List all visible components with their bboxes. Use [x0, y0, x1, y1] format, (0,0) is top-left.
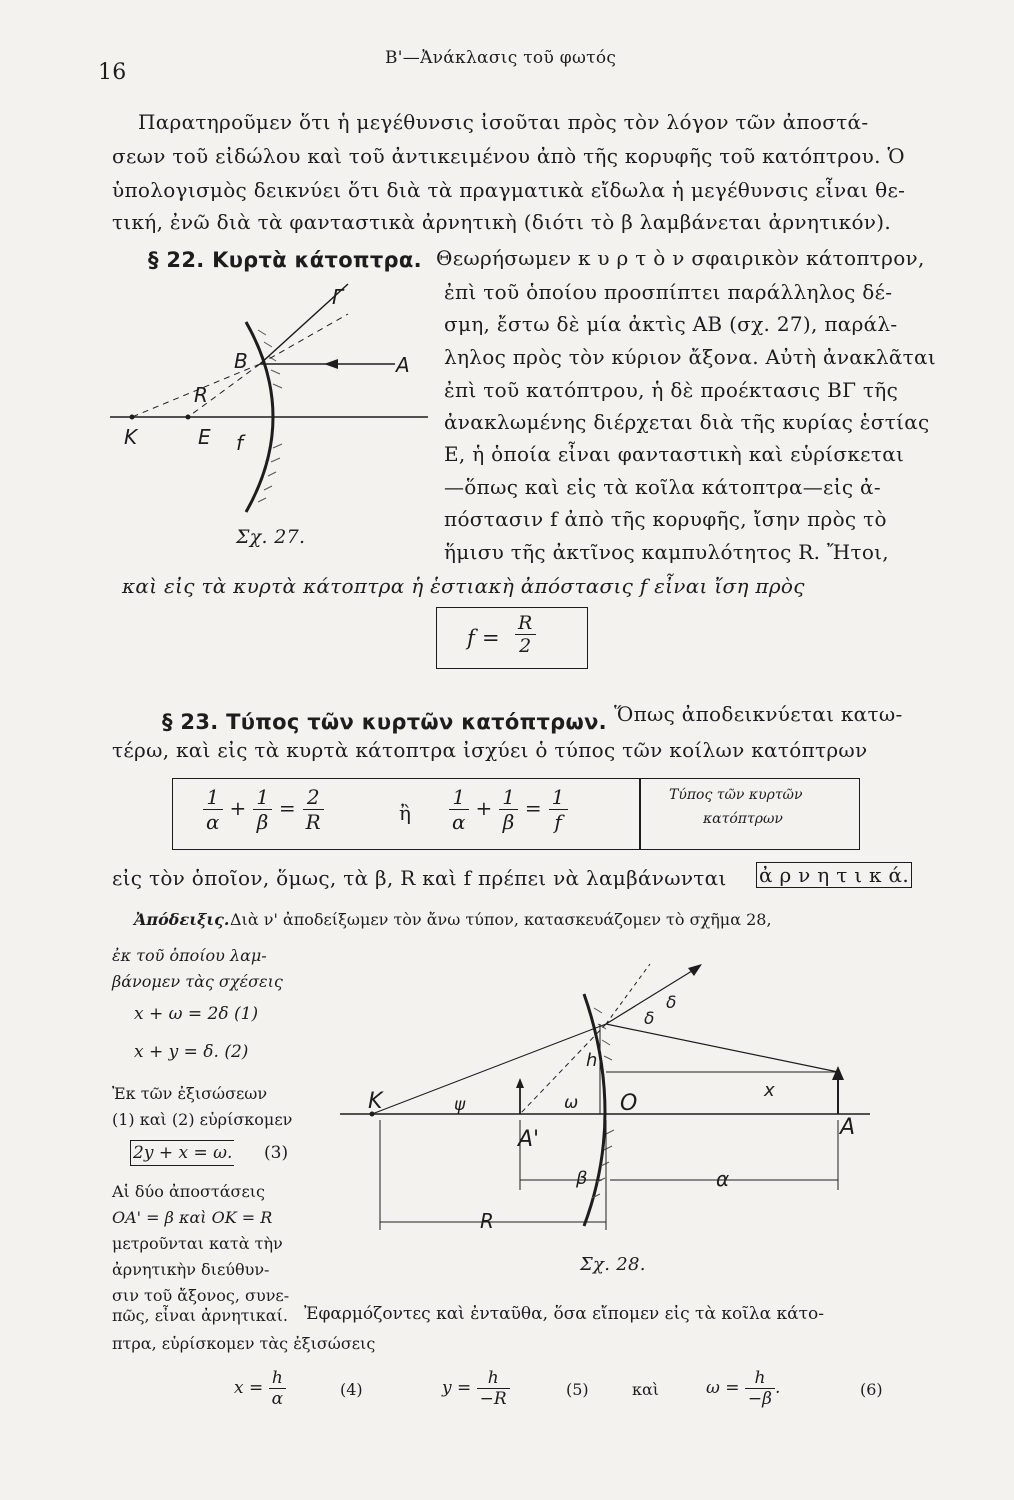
text-line: Αἱ δύο ἀποστάσεις: [112, 1182, 265, 1201]
text-line: εἰς τὸν ὁποῖον, ὅμως, τὰ β, R καὶ f πρέπει νὰ λαμβάνωνται: [112, 866, 727, 890]
section-23-first-line: Ὅπως ἀποδεικνύεται κατω-: [614, 702, 903, 726]
figure-27: [110, 280, 440, 540]
formula-lhs: f =: [467, 626, 500, 650]
label-f: f: [236, 431, 244, 455]
ray-arrow: [324, 359, 338, 369]
center-point: [130, 415, 135, 420]
text-line: Ε, ἡ ὁποία εἶναι φανταστικὴ καὶ εὑρίσκεται: [444, 442, 905, 466]
formula-den: 2: [519, 635, 532, 657]
text-line: πῶς, εἶναι ἀρνητικαί.: [112, 1306, 288, 1325]
text-line: σεων τοῦ εἰδώλου καὶ τοῦ ἀντικειμένου ἀπὸ τῆς κορυφῆς τοῦ κατόπτρου. Ὁ: [112, 144, 905, 168]
label-r: R: [194, 383, 208, 407]
object-arrowhead: [832, 1066, 844, 1080]
text-line: ἐπὶ τοῦ κατόπτρου, ἡ δὲ προέκτασις ΒΓ τῆς: [444, 378, 899, 402]
focus-point: [186, 415, 191, 420]
text-line: Ἐφαρμόζοντες καὶ ἐνταῦθα, ὅσα εἴπομεν εἰς τὰ κοῖλα κάτο-: [304, 1304, 825, 1324]
text-line: μετροῦνται κατὰ τὴν: [112, 1234, 283, 1253]
kai-word: καὶ: [632, 1380, 660, 1399]
page-number: 16: [98, 60, 127, 85]
text-line: σιν τοῦ ἄξονος, συνε-: [112, 1286, 290, 1305]
equation-4: x = $\frac{h}{\alpha}$: [234, 1368, 286, 1409]
equation-3-number: (3): [264, 1143, 289, 1163]
text-line: ὑπολογισμὸς δεικνύει ὅτι διὰ τὰ πραγματικὰ εἴδωλα ἡ μεγέθυνσις εἶναι θε-: [112, 178, 906, 202]
text-line: ἀρνητικὴν διεύθυν-: [112, 1260, 270, 1279]
mirror-formula-box: [172, 778, 860, 850]
label-gamma: Γ: [332, 285, 344, 309]
formula-num: R: [515, 612, 536, 635]
formula-left: $\frac{1}{\alpha}$ + $\frac{1}{\beta}$ = $\frac{2}{R}$: [203, 785, 324, 834]
text-line: τέρω, καὶ εἰς τὰ κυρτὰ κάτοπτρα ἰσχύει ὁ τύπος τῶν κοίλων κατόπτρων: [112, 738, 868, 762]
text-line: ἐπὶ τοῦ ὁποίου προσπίπτει παράλληλος δέ-: [444, 280, 893, 304]
text-line: τική, ἐνῶ διὰ τὰ φανταστικὰ ἀρνητικὴ (διότι τὸ β λαμβάνεται ἀρνητικόν).: [112, 210, 892, 234]
formula-label-2: κατόπτρων: [703, 811, 783, 827]
label-k: K: [368, 1089, 383, 1114]
equation-2: x + y = δ. (2): [134, 1042, 249, 1062]
text-line: OA' = β καὶ OK = R: [112, 1208, 273, 1227]
text-line: (1) καὶ (2) εὑρίσκομεν: [112, 1110, 293, 1129]
equation-4-number: (4): [340, 1380, 363, 1399]
text-line: πτρα, εὑρίσκομεν τὰς ἐξισώσεις: [112, 1334, 376, 1353]
label-delta-1: δ: [666, 993, 677, 1013]
equation-6: ω = $\frac{h}{-\beta}$ .: [706, 1368, 781, 1409]
text-line: —ὅπως καὶ εἰς τὰ κοῖλα κάτοπτρα—εἰς ἀ-: [444, 475, 881, 499]
proof-head: Ἀπόδειξις.: [134, 910, 230, 929]
label-delta-2: δ: [644, 1009, 655, 1029]
section-22-heading: § 22. Κυρτὰ κάτοπτρα.: [148, 248, 422, 272]
label-a-prime: A': [518, 1127, 540, 1152]
section-23-heading: § 23. Τύπος τῶν κυρτῶν κατόπτρων.: [162, 710, 607, 734]
label-omega: ω: [564, 1093, 579, 1113]
label-o: O: [620, 1091, 638, 1116]
text-line: ἀνακλωμένης διέρχεται διὰ τῆς κυρίας ἑστίας: [444, 410, 930, 434]
formula-divider: [639, 779, 641, 849]
label-k: K: [124, 425, 138, 449]
formula-label-1: Τύπος τῶν κυρτῶν: [669, 787, 803, 803]
text-line: βάνομεν τὰς σχέσεις: [112, 972, 283, 991]
formula-right: $\frac{1}{\alpha}$ + $\frac{1}{\beta}$ = $\frac{1}{f}$: [449, 785, 568, 834]
label-psi: ψ: [454, 1095, 466, 1115]
emphasis-negative: ἀ ρ ν η τ ι κ ά.: [756, 862, 912, 888]
proof-head-rest: Διὰ ν' ἀποδείξωμεν τὸν ἄνω τύπον, κατασκευάζομεν τὸ σχῆμα 28,: [230, 910, 772, 929]
formula-or: ἢ: [399, 801, 412, 825]
label-h: h: [586, 1050, 598, 1071]
label-b: B: [234, 349, 248, 373]
text-line: ἐκ τοῦ ὁποίου λαμ-: [112, 946, 267, 965]
formula-frac: [515, 612, 536, 657]
normal-extension: [260, 314, 348, 364]
section-22-first-line: Θεωρήσωμεν κ υ ρ τ ὸ ν σφαιρικὸν κάτοπτρον,: [436, 246, 925, 270]
text-line: Παρατηροῦμεν ὅτι ἡ μεγέθυνσις ἰσοῦται πρὸς τὸν λόγον τῶν ἀποστά-: [138, 110, 869, 134]
image-arrowhead: [516, 1078, 524, 1088]
text-line: καὶ εἰς τὰ κυρτὰ κάτοπτρα ἡ ἑστιακὴ ἀπόστασις f εἶναι ἴση πρὸς: [122, 574, 805, 598]
figure-28: [340, 960, 880, 1233]
equation-5: y = $\frac{h}{-R}$: [442, 1368, 510, 1409]
equation-5-number: (5): [566, 1380, 589, 1399]
label-beta: β: [576, 1168, 588, 1189]
equation-3: 2y + x = ω.: [130, 1140, 234, 1166]
equation-6-number: (6): [860, 1380, 883, 1399]
figure-27-caption: Σχ. 27.: [236, 526, 306, 548]
text-line: ληλος πρὸς τὸν κύριον ἄξονα. Αὐτὴ ἀνακλᾶται: [444, 345, 936, 369]
text-line: σμη, ἔστω δὲ μία ἀκτὶς ΑΒ (σχ. 27), παράλ-: [444, 312, 898, 336]
reflected-arrowhead: [688, 964, 702, 976]
equation-1: x + ω = 2δ (1): [134, 1004, 259, 1024]
label-a: A: [396, 353, 410, 377]
running-title: Β'—Ἀνάκλασις τοῦ φωτός: [385, 48, 617, 68]
text-line: ἥμισυ τῆς ἀκτῖνος καμπυλότητος R. Ἤτοι,: [444, 540, 889, 564]
label-e: E: [198, 425, 211, 449]
label-r: R: [480, 1209, 494, 1233]
figure-28-caption: Σχ. 28.: [580, 1254, 646, 1275]
label-x: x: [764, 1080, 775, 1101]
label-alpha: α: [716, 1167, 730, 1191]
text-line: πόστασιν f ἀπὸ τῆς κορυφῆς, ἴσην πρὸς τὸ: [444, 507, 887, 531]
incident-ray: [606, 1024, 838, 1072]
text-line: Ἐκ τῶν ἐξισώσεων: [112, 1084, 268, 1103]
focal-formula-box: [436, 607, 588, 669]
label-a: A: [840, 1115, 856, 1140]
